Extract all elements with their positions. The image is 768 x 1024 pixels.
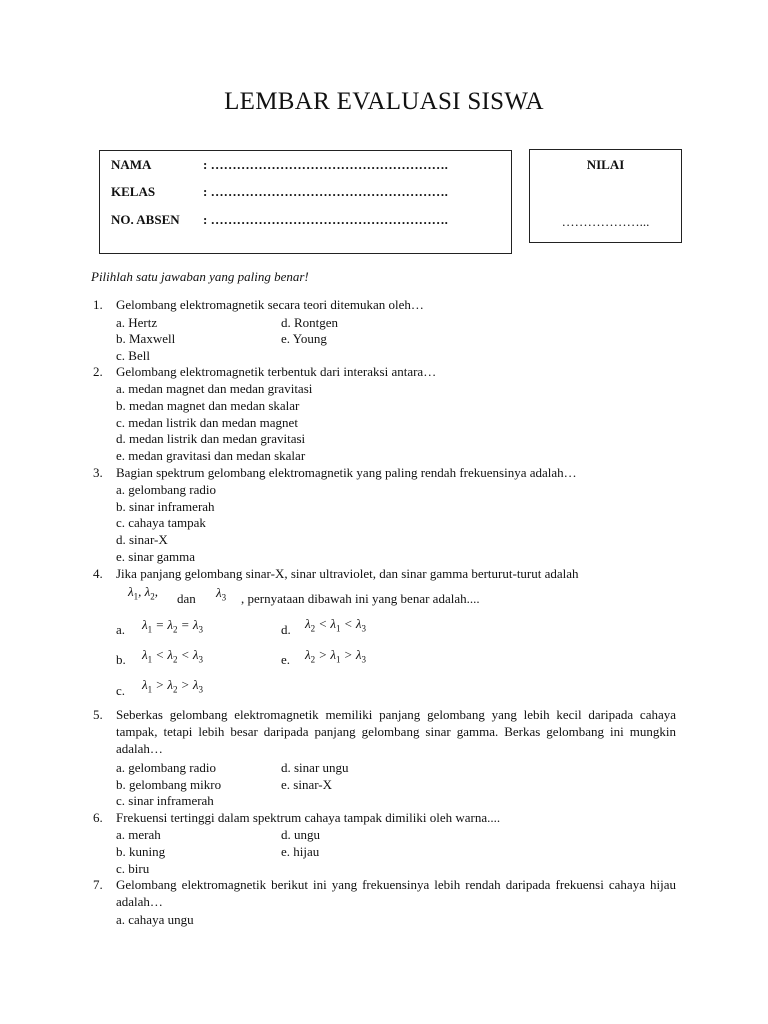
option-d[interactable]: d. medan listrik dan medan gravitasi [116,431,306,446]
kelas-row [111,184,448,200]
question-number: 2. [93,364,103,379]
option-d[interactable]: d. Rontgen [281,315,339,330]
question-text: Gelombang elektromagnetik terbentuk dari interaksi antara… [116,364,437,379]
nama-field[interactable]: : ………………………………………………. [203,157,448,172]
question-text: Jika panjang gelombang sinar-X, sinar ultraviolet, dan sinar gamma berturut-turut adalah [116,566,579,581]
kelas-field[interactable]: : ………………………………………………. [203,184,448,199]
question-number: 6. [93,810,103,825]
option-b[interactable]: b. sinar inframerah [116,499,215,514]
question-text: Seberkas gelombang elektromagnetik memiliki panjang gelombang yang lebih kecil daripada cahaya tampak, tetapi lebih besar daripada panjang gelombang sinar gamma. Berkas gelombang ini mungkin adalah… [116,707,676,756]
lambda-3: $\lambda_3$ [216,585,227,603]
option-d-letter[interactable]: d. [281,622,291,637]
score-label: NILAI [586,157,625,172]
option-e[interactable]: e. sinar gamma [116,549,196,564]
question-4-continuation: , pernyataan dibawah ini yang benar adalah.... [241,591,480,606]
option-b[interactable]: b. Maxwell [116,331,176,346]
option-e-expression[interactable]: $\lambda_2 > \lambda_1 > \lambda_3$ [305,647,366,665]
option-a-letter[interactable]: a. [116,622,126,637]
absen-row [111,212,448,228]
question-7 [93,877,676,911]
option-b-letter[interactable]: b. [116,652,126,667]
option-e[interactable]: e. Young [281,331,327,346]
question-5 [93,707,676,757]
connector-dan: dan [177,591,196,606]
question-3 [93,465,676,482]
question-number: 7. [93,877,103,892]
score-field[interactable]: ………………... [561,214,650,229]
nama-row [111,157,448,173]
absen-label: NO. ABSEN [111,212,180,227]
option-d-expression[interactable]: $\lambda_2 < \lambda_1 < \lambda_3$ [305,616,366,634]
option-c[interactable]: c. sinar inframerah [116,793,214,808]
question-text: Gelombang elektromagnetik secara teori ditemukan oleh… [116,297,424,312]
question-number: 5. [93,707,103,722]
option-c[interactable]: c. Bell [116,348,150,363]
kelas-label: KELAS [111,184,156,199]
option-c[interactable]: c. medan listrik dan medan magnet [116,415,298,430]
question-text: Bagian spektrum gelombang elektromagnetik yang paling rendah frekuensinya adalah… [116,465,577,480]
option-d[interactable]: d. sinar-X [116,532,168,547]
option-b[interactable]: b. gelombang mikro [116,777,222,792]
question-text: Gelombang elektromagnetik berikut ini yang frekuensinya lebih rendah daripada frekuensi cahaya hijau adalah… [116,877,676,909]
option-e[interactable]: e. sinar-X [281,777,332,792]
question-number: 4. [93,566,103,581]
question-6 [93,810,676,827]
option-b[interactable]: b. medan magnet dan medan skalar [116,398,300,413]
option-d[interactable]: d. ungu [281,827,320,842]
option-e[interactable]: e. hijau [281,844,320,859]
option-a[interactable]: a. medan magnet dan medan gravitasi [116,381,313,396]
option-e[interactable]: e. medan gravitasi dan medan skalar [116,448,306,463]
absen-field[interactable]: : ………………………………………………. [203,212,448,227]
option-a-expression[interactable]: $\lambda_1 = \lambda_2 = \lambda_3$ [142,617,203,635]
option-c[interactable]: c. cahaya tampak [116,515,206,530]
question-number: 3. [93,465,103,480]
instruction: Pilihlah satu jawaban yang paling benar! [91,269,309,284]
option-a[interactable]: a. Hertz [116,315,158,330]
question-4 [93,566,676,583]
option-b-expression[interactable]: $\lambda_1 < \lambda_2 < \lambda_3$ [142,647,203,665]
lambda-1-2: $\lambda_1$, $\lambda_2$, [128,584,159,602]
option-c[interactable]: c. biru [116,861,150,876]
option-d[interactable]: d. sinar ungu [281,760,349,775]
question-1 [93,297,676,314]
nama-label: NAMA [111,157,152,172]
option-a[interactable]: a. merah [116,827,161,842]
question-number: 1. [93,297,103,312]
score-box [529,149,682,243]
student-identity-box [99,150,512,254]
option-b[interactable]: b. kuning [116,844,166,859]
question-text: Frekuensi tertinggi dalam spektrum cahaya tampak dimiliki oleh warna.... [116,810,501,825]
option-a[interactable]: a. gelombang radio [116,482,216,497]
option-e-letter[interactable]: e. [281,652,291,667]
option-a[interactable]: a. gelombang radio [116,760,216,775]
option-c-expression[interactable]: $\lambda_1 > \lambda_2 > \lambda_3$ [142,677,203,695]
option-c-letter[interactable]: c. [116,683,126,698]
question-2 [93,364,676,381]
page-title: LEMBAR EVALUASI SISWA [224,88,544,115]
option-a[interactable]: a. cahaya ungu [116,912,194,927]
